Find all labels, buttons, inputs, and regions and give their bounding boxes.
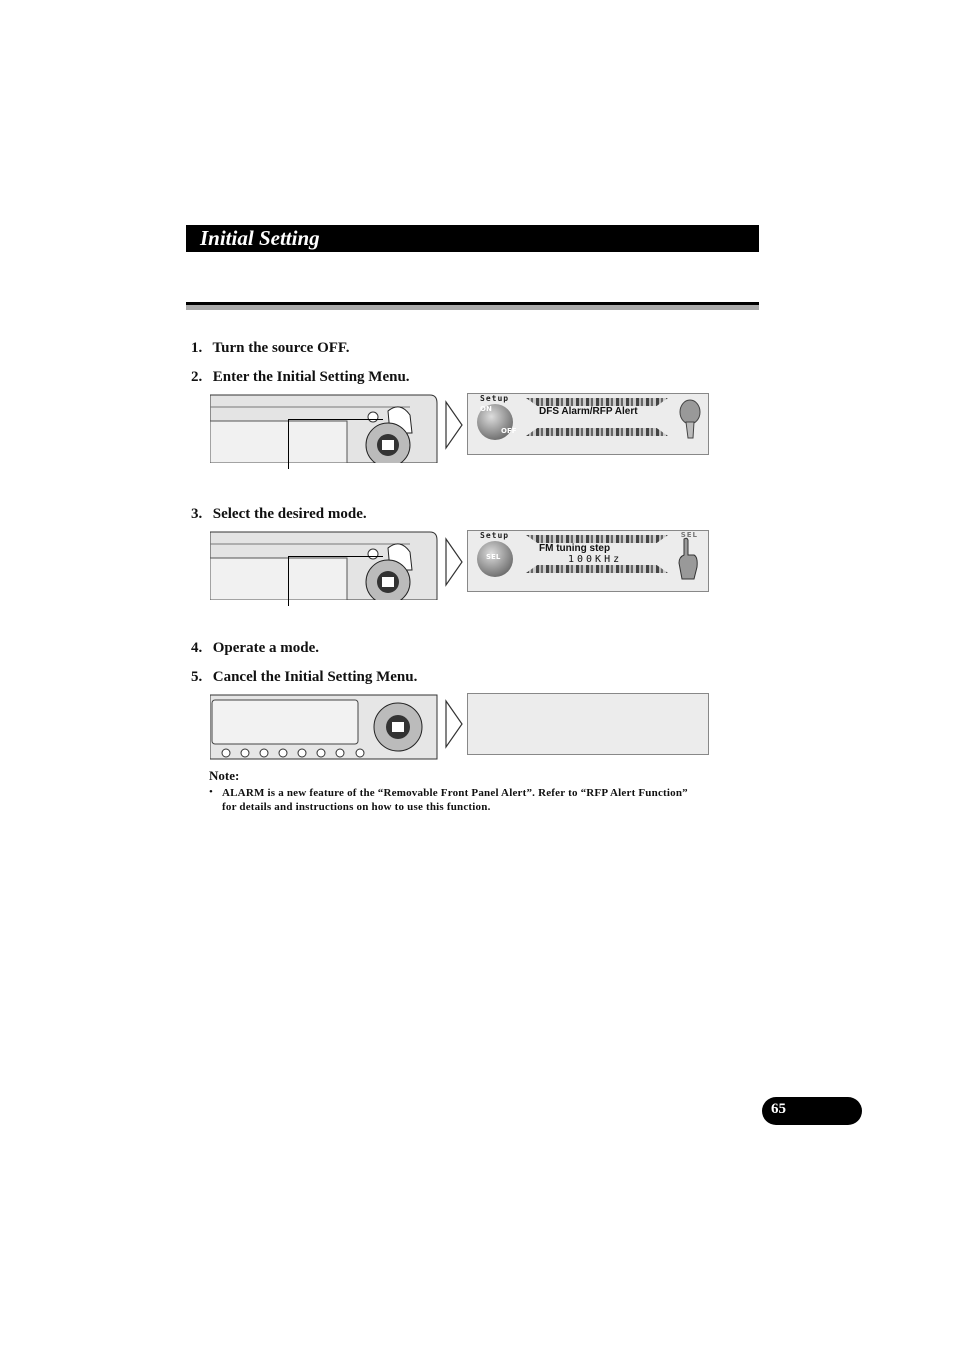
step-text: Cancel the Initial Setting Menu. (212, 669, 418, 685)
step-number: 5. (191, 669, 203, 685)
note-text-line-1: ALARM is a new feature of the “Removable Front Panel Alert”. Refer to “RFP Alert Function” (222, 787, 688, 799)
step-3 (191, 505, 367, 523)
knob-on-label: ON (480, 405, 492, 413)
sel-corner-label: SEL (680, 531, 698, 539)
step-text: Operate a mode. (212, 640, 319, 656)
step-2 (191, 368, 410, 386)
page-number-badge (762, 1097, 862, 1125)
arrow-right-icon (444, 400, 464, 450)
setup-label: Setup (480, 531, 510, 540)
step-number: 3. (191, 506, 203, 522)
step-number: 2. (191, 369, 203, 385)
knob-sel-label: SEL (486, 553, 501, 561)
callout-line (288, 556, 383, 557)
display-band (526, 565, 668, 573)
head-unit-illustration (210, 530, 438, 600)
head-unit-illustration (210, 692, 438, 762)
setup-label: Setup (480, 394, 510, 403)
display-message: DFS Alarm/RFP Alert (539, 406, 638, 417)
note-heading: Note: (209, 768, 240, 783)
arrow-right-icon (444, 537, 464, 587)
display-message: FM tuning step (539, 543, 611, 554)
display-band (526, 428, 668, 436)
step-text: Enter the Initial Setting Menu. (212, 369, 410, 385)
step-4 (191, 639, 319, 657)
divider-rule-shade (186, 305, 759, 310)
callout-line (288, 556, 289, 606)
display-band (526, 398, 668, 406)
step-5 (191, 668, 417, 686)
head-unit-illustration (210, 393, 438, 463)
display-panel-blank (467, 693, 709, 755)
step-number: 4. (191, 640, 203, 656)
callout-line (288, 419, 383, 420)
step-text: Turn the source OFF. (212, 340, 350, 356)
page-number: 65 (771, 1101, 786, 1117)
display-value: 100KHz (568, 554, 623, 565)
step-1 (191, 339, 349, 357)
section-title-bar (186, 225, 759, 252)
display-panel-fm-step (467, 530, 709, 592)
finger-press-icon (678, 398, 702, 440)
finger-pointing-icon (676, 537, 700, 581)
note-bullet: • (209, 786, 213, 798)
display-panel-alarm (467, 393, 709, 455)
note-text-line-2: for details and instructions on how to use this function. (222, 801, 491, 813)
display-band (526, 535, 668, 543)
knob-off-label: OFF (501, 427, 517, 435)
section-title: Initial Setting (200, 226, 320, 250)
arrow-right-icon (444, 699, 464, 749)
callout-line (288, 419, 289, 469)
step-number: 1. (191, 340, 203, 356)
step-text: Select the desired mode. (212, 506, 367, 522)
